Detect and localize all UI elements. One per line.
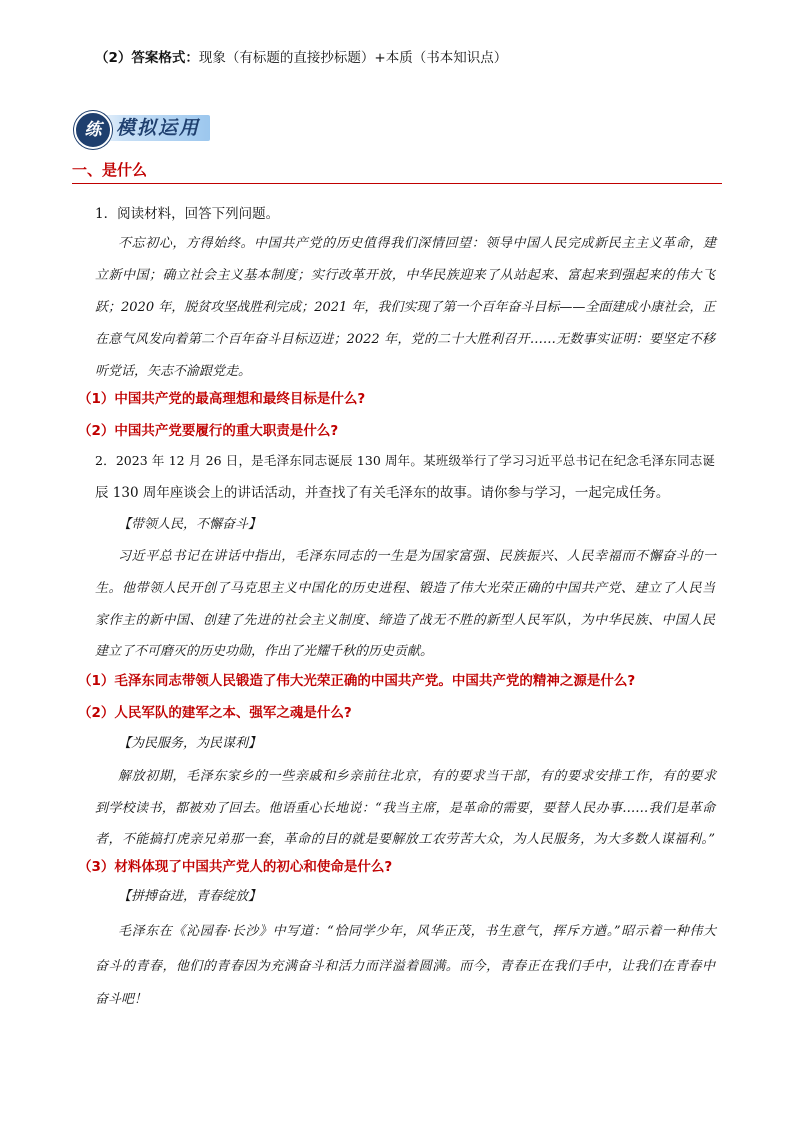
q2-part2-line: 者，不能搞打虎亲兄弟那一套，革命的目的就是要解放工农劳苦大众，为人民服务，为大多数人谋福利。”: [95, 832, 715, 847]
q2-part1-line: 家作主的新中国、创建了先进的社会主义制度、缔造了战无不胜的新型人民军队，为中华民族、中国人民: [95, 613, 715, 628]
section-title: 一、是什么: [72, 161, 148, 179]
q2-stem-line: 2．2023 年 12 月 26 日，是毛泽东同志诞辰 130 周年。某班级举行了学习习近平总书记在纪念毛泽东同志诞: [95, 453, 715, 468]
q2-part2-line: 到学校读书，都被劝了回去。他语重心长地说：“我当主席，是革命的需要，要替人民办事……我们是革命: [95, 801, 715, 816]
q2-part3-line: 奋斗吧！: [95, 992, 148, 1007]
answer-format-label: 答案格式：: [131, 50, 199, 66]
q2-part1-line: 习近平总书记在讲话中指出，毛泽东同志的一生是为国家富强、民族振兴、人民幸福而不懈奋斗的一: [118, 549, 716, 564]
q2-sub-question-1: （1）毛泽东同志带领人民锻造了伟大光荣正确的中国共产党。中国共产党的精神之源是什么?: [78, 673, 636, 689]
q1-material-line: 跃；2020 年，脱贫攻坚战胜利完成；2021 年，我们实现了第一个百年奋斗目标——全面建成小康社会，正: [95, 300, 716, 315]
q2-part1-line: 生。他带领人民开创了马克思主义中国化的历史进程、锻造了伟大光荣正确的中国共产党、建立了人民当: [95, 581, 715, 596]
q2-sub-question-3: （3）材料体现了中国共产党人的初心和使命是什么?: [78, 859, 393, 875]
q1-material-line: 不忘初心，方得始终。中国共产党的历史值得我们深情回望：领导中国人民完成新民主主义革命，建: [118, 236, 716, 251]
answer-format-text: 现象（有标题的直接抄标题）+本质（书本知识点）: [198, 50, 508, 66]
q2-part2-title: 【为民服务，为民谋利】: [118, 736, 262, 751]
q2-part1-line: 建立了不可磨灭的历史功勋，作出了光耀千秋的历史贡献。: [95, 644, 434, 659]
q1-sub-question-2: （2）中国共产党要履行的重大职责是什么?: [78, 423, 339, 439]
section-divider: [72, 183, 722, 184]
banner-title: 模拟运用: [116, 117, 201, 139]
q2-stem-line: 辰 130 周年座谈会上的讲话活动，并查找了有关毛泽东的故事。请你参与学习，一起完成任务。: [95, 485, 670, 501]
banner-badge-icon: 练: [74, 111, 112, 149]
q2-part3-title: 【拼搏奋进，青春绽放】: [118, 889, 262, 904]
q1-material-line: 听党话，矢志不渝跟党走。: [95, 364, 252, 379]
q2-part1-title: 【带领人民，不懈奋斗】: [118, 517, 262, 532]
practice-banner: [72, 110, 212, 146]
q1-material-line: 立新中国；确立社会主义基本制度；实行改革开放，中华民族迎来了从站起来、富起来到强起来的伟大飞: [95, 268, 715, 283]
q2-sub-question-2: （2）人民军队的建军之本、强军之魂是什么?: [78, 705, 352, 721]
q1-sub-question-1: （1）中国共产党的最高理想和最终目标是什么?: [78, 391, 366, 407]
answer-format-line: [95, 43, 715, 73]
q1-stem: 1．阅读材料，回答下列问题。: [95, 206, 280, 222]
q2-part3-line: 毛泽东在《沁园春·长沙》中写道：“恰同学少年，风华正茂，书生意气，挥斥方遒。”昭示着一种伟大: [118, 924, 716, 939]
q1-material-line: 在意气风发向着第二个百年奋斗目标迈进；2022 年，党的二十大胜利召开……无数事实证明：要坚定不移: [95, 332, 715, 347]
answer-format-number: （2）: [95, 50, 132, 66]
q2-part3-line: 奋斗的青春，他们的青春因为充满奋斗和活力而洋溢着圆满。而今，青春正在我们手中，让我们在青春中: [95, 959, 715, 974]
q2-part2-line: 解放初期，毛泽东家乡的一些亲戚和乡亲前往北京，有的要求当干部，有的要求安排工作，有的要求: [118, 769, 716, 784]
